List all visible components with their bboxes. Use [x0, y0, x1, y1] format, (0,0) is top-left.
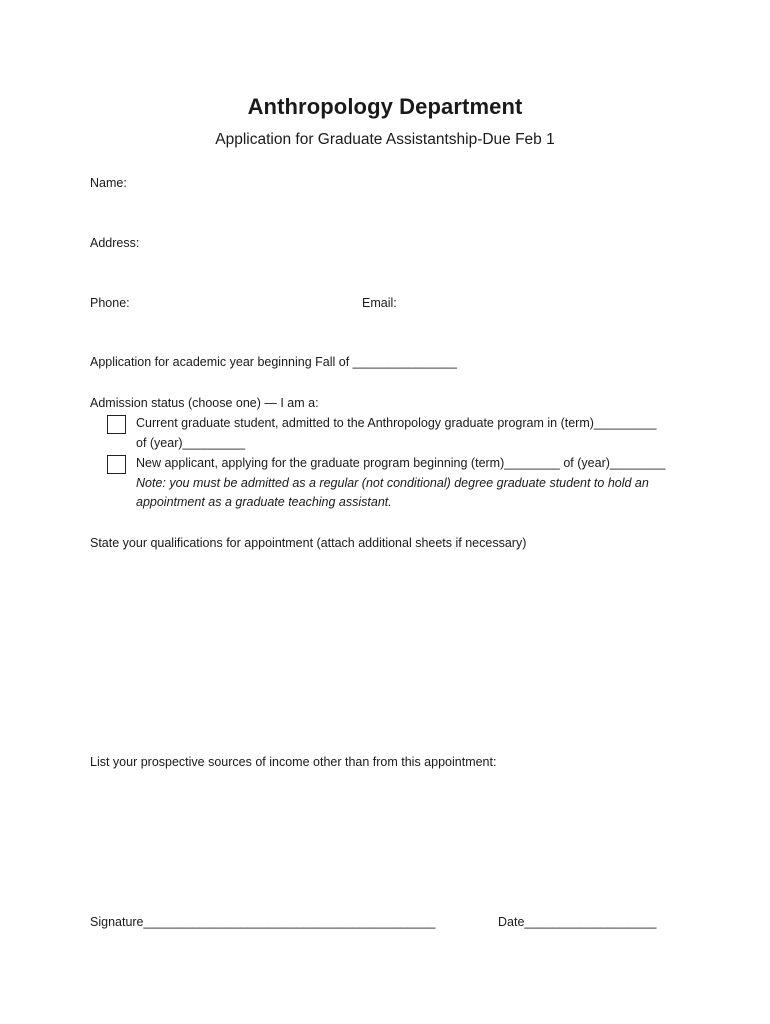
phone-label: Phone: — [90, 296, 130, 310]
current-student-checkbox[interactable] — [107, 415, 126, 434]
new-applicant-option: New applicant, applying for the graduate program beginning (term)________ of (year)________ — [136, 456, 666, 470]
admission-note-line1: Note: you must be admitted as a regular (not conditional) degree graduate student to hold an — [136, 476, 649, 490]
page-title: Anthropology Department — [247, 94, 523, 119]
income-sources-label: List your prospective sources of income other than from this appointment: — [90, 755, 497, 769]
new-applicant-checkbox[interactable] — [107, 455, 126, 474]
academic-year-field: Application for academic year beginning Fall of _______________ — [90, 355, 457, 369]
current-student-option-line1: Current graduate student, admitted to the Anthropology graduate program in (term)_________ — [136, 416, 657, 430]
admission-note-line2: appointment as a graduate teaching assistant. — [136, 495, 392, 509]
address-label: Address: — [90, 236, 140, 250]
name-label: Name: — [90, 176, 127, 190]
email-label: Email: — [362, 296, 397, 310]
date-line: Date___________________ — [498, 915, 657, 929]
signature-line: Signature__________________________________________ — [90, 915, 436, 929]
current-student-option-line2: of (year)_________ — [136, 436, 246, 450]
qualifications-label: State your qualifications for appointment (attach additional sheets if necessary) — [90, 536, 527, 550]
admission-status-heading: Admission status (choose one) — I am a: — [90, 396, 319, 410]
page-subtitle: Application for Graduate Assistantship-Due Feb 1 — [215, 131, 555, 148]
